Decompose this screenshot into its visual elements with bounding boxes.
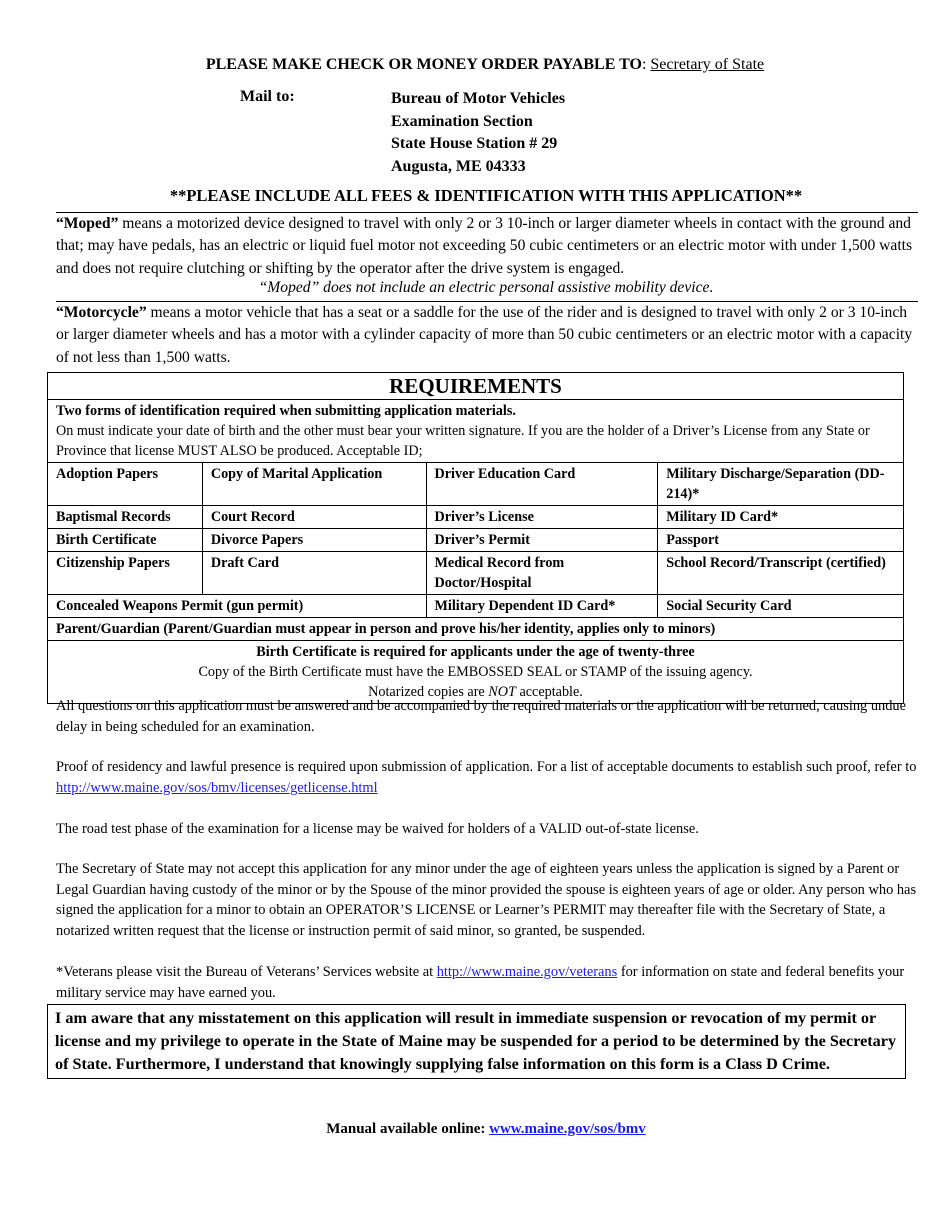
include-fees-notice: **PLEASE INCLUDE ALL FEES & IDENTIFICATION WITH THIS APPLICATION**	[169, 186, 803, 205]
address-line: Augusta, ME 04333	[391, 157, 526, 175]
address-line: Examination Section	[391, 112, 533, 130]
address-line: Bureau of Motor Vehicles	[391, 90, 566, 107]
veterans-paragraph: *Veterans please visit the Bureau of Veterans’ Services website at http://www.maine.gov/veterans for information on state and federal benefits your military service may have earned you.	[56, 964, 905, 1001]
minor-paragraph: The Secretary of State may not accept this application for any minor under the age of eighteen years unless the application is signed by a Parent or Legal Guardian having custody of the minor or by the Spouse of the minor provided the spouse is eighteen years of age or older. Any person who has signed the application for a minor to obtain an OPERATOR’S LICENSE or Learner’s PERMIT may thereafter file with the Secretary of State, a notarized written request that the license or instruction permit of said minor, so granted, be suspended.	[56, 861, 917, 939]
moped-definition	[56, 212, 918, 280]
payable-to-line: PLEASE MAKE CHECK OR MONEY ORDER PAYABLE TO: Secretary of State	[205, 56, 765, 73]
residency-paragraph: Proof of residency and lawful presence is required upon submission of application. For a list of acceptable documents to establish such proof, refer to http://www.maine.gov/sos/bmv/licenses/getlicense.html	[56, 759, 917, 796]
table-cell: Divorce Papers	[202, 529, 426, 552]
table-cell: Adoption Papers	[48, 463, 203, 506]
mailing-address	[391, 88, 565, 178]
motorcycle-definition	[56, 301, 918, 369]
concealed-weapons-permit: Concealed Weapons Permit (gun permit)	[48, 595, 427, 618]
moped-term: “Moped”	[56, 215, 119, 232]
road-test-paragraph: The road test phase of the examination for a license may be waived for holders of a VALID out-of-state license.	[56, 821, 699, 837]
payable-label: PLEASE MAKE CHECK OR MONEY ORDER PAYABLE TO	[205, 56, 642, 73]
table-row	[48, 529, 904, 552]
table-cell: Medical Record from Doctor/Hospital	[426, 552, 658, 595]
table-row	[48, 552, 904, 595]
requirements-title: REQUIREMENTS	[48, 373, 904, 400]
table-cell: Driver’s License	[426, 506, 658, 529]
table-cell: Driver’s Permit	[426, 529, 658, 552]
table-row	[48, 595, 904, 618]
motorcycle-text: means a motor vehicle that has a seat or a saddle for the use of the rider and is designed to travel with only 2 or 3 10-inch or larger diameter wheels and has a motor with a cylinder capacity of more than 50 cubic centimeters or an electric motor with a capacity of not less than 1,500 watts.	[56, 304, 913, 366]
motorcycle-term: “Motorcycle”	[56, 304, 147, 321]
payable-to-name: Secretary of State	[650, 56, 765, 73]
getlicense-link[interactable]: http://www.maine.gov/sos/bmv/licenses/getlicense.html	[56, 779, 378, 796]
manual-link[interactable]: www.maine.gov/sos/bmv	[489, 1121, 646, 1137]
social-security-card: Social Security Card	[658, 595, 904, 618]
military-dependent-id: Military Dependent ID Card*	[426, 595, 658, 618]
veterans-link[interactable]: http://www.maine.gov/veterans	[436, 964, 618, 980]
questions-paragraph: All questions on this application must be answered and be accompanied by the required materials or the application will be returned, causing undue delay in being scheduled for an examination.	[56, 698, 906, 735]
mail-to-label: Mail to:	[240, 88, 295, 105]
id-heading: Two forms of identification required when submitting application materials.	[56, 403, 516, 419]
birth-cert-copy: Copy of the Birth Certificate must have the EMBOSSED SEAL or STAMP of the issuing agency.	[198, 664, 753, 680]
table-cell: Military Discharge/Separation (DD-214)*	[658, 463, 904, 506]
address-line: State House Station # 29	[391, 135, 558, 152]
moped-text: means a motorized device designed to travel with only 2 or 3 10-inch or larger diameter wheels in contact with the ground and that; may have pedals, has an electric or liquid fuel motor not exceeding 50 cubic centimeters or an electric motor with under 1,500 watts and does not require clutching or shifting by the operator after the drive system is engaged.	[56, 215, 913, 277]
table-cell: School Record/Transcript (certified)	[658, 552, 904, 595]
table-row	[48, 506, 904, 529]
manual-online: Manual available online: www.maine.gov/sos/bmv	[326, 1121, 646, 1137]
table-cell: Court Record	[202, 506, 426, 529]
id-requirements	[48, 400, 904, 463]
requirements-table	[47, 372, 904, 704]
table-cell: Copy of Marital Application	[202, 463, 426, 506]
table-cell: Military ID Card*	[658, 506, 904, 529]
notarized-note: Notarized copies are NOT acceptable.	[368, 684, 583, 700]
parent-guardian-row: Parent/Guardian (Parent/Guardian must appear in person and prove his/her identity, applies only to minors)	[48, 618, 904, 641]
table-cell: Baptismal Records	[48, 506, 203, 529]
id-text: On must indicate your date of birth and the other must bear your written signature. If you are the holder of a Driver’s License from any State or Province that license MUST ALSO be produced. Acceptable ID;	[56, 423, 870, 459]
table-cell: Birth Certificate	[48, 529, 203, 552]
moped-note: “Moped” does not include an electric personal assistive mobility device.	[258, 279, 714, 296]
misstatement-statement: I am aware that any misstatement on this application will result in immediate suspension or revocation of my permit or license and my privilege to operate in the State of Maine may be suspended for a period to be determined by the Secretary of State. Furthermore, I understand that knowingly supplying false information on this form is a Class D Crime.	[47, 1004, 906, 1079]
table-cell: Driver Education Card	[426, 463, 658, 506]
birth-cert-heading: Birth Certificate is required for applicants under the age of twenty-three	[256, 644, 695, 660]
table-cell: Passport	[658, 529, 904, 552]
table-row	[48, 463, 904, 506]
table-cell: Citizenship Papers	[48, 552, 203, 595]
table-cell: Draft Card	[202, 552, 426, 595]
birth-certificate-notice	[48, 641, 904, 704]
